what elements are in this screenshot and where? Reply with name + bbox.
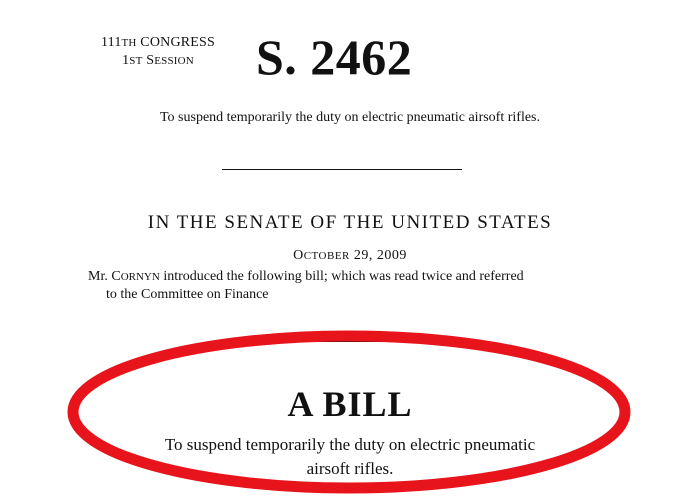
divider-rule-2 xyxy=(258,341,464,342)
congress-session-label xyxy=(80,34,236,70)
introduction-statement xyxy=(88,268,608,304)
bill-title-long xyxy=(0,433,700,481)
bill-heading: A BILL xyxy=(287,384,413,424)
congress-line: 111TH CONGRESS xyxy=(100,35,216,50)
session-line: 1ST SESSION xyxy=(122,53,194,68)
intro-line-1: Mr. CORNYN introduced the following bill; which was read twice and referred xyxy=(88,269,524,284)
bill-number: S. 2462 xyxy=(256,29,413,85)
bill-title-line-2: airsoft rifles. xyxy=(306,459,394,478)
bill-title-short: To suspend temporarily the duty on electric pneumatic airsoft rifles. xyxy=(159,110,541,125)
sponsor-name: CORNYN xyxy=(111,269,160,284)
introduction-date: OCTOBER 29, 2009 xyxy=(293,248,407,263)
divider-rule xyxy=(222,169,462,170)
bill-title-line-1: To suspend temporarily the duty on electric pneumatic xyxy=(164,435,536,454)
senate-heading: IN THE SENATE OF THE UNITED STATES xyxy=(147,212,553,233)
intro-line-2: to the Committee on Finance xyxy=(106,287,269,302)
